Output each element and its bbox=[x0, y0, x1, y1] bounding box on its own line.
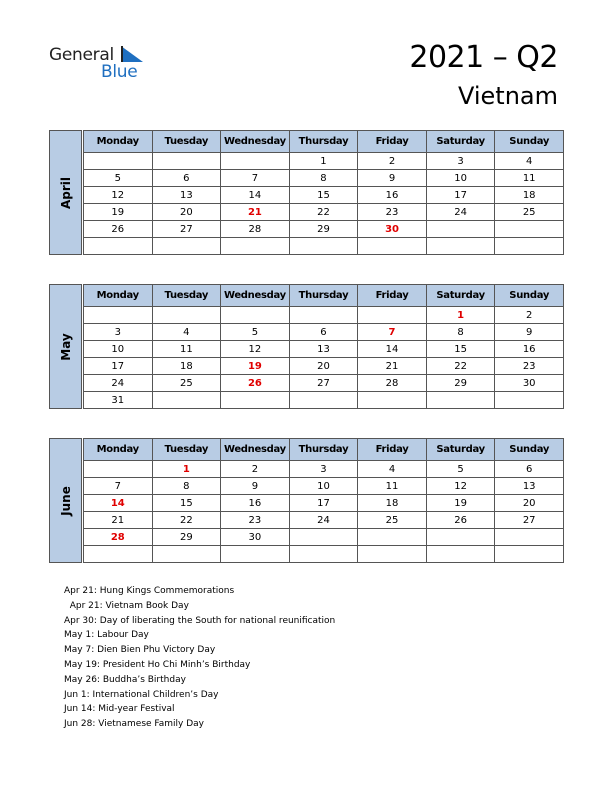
day-cell: 25 bbox=[358, 512, 427, 529]
day-cell: 31 bbox=[84, 392, 153, 409]
day-cell: 20 bbox=[152, 204, 221, 221]
day-cell: 17 bbox=[289, 495, 358, 512]
day-cell: 29 bbox=[289, 221, 358, 238]
weekday-header: Monday bbox=[84, 439, 153, 461]
country-name: Vietnam bbox=[457, 82, 558, 110]
weekday-header: Tuesday bbox=[152, 285, 221, 307]
week-row bbox=[84, 461, 564, 478]
day-cell: 28 bbox=[358, 375, 427, 392]
day-cell: 14 bbox=[221, 187, 290, 204]
weekday-header: Sunday bbox=[495, 131, 564, 153]
day-cell: 24 bbox=[426, 204, 495, 221]
weekday-header: Sunday bbox=[495, 439, 564, 461]
day-cell: 8 bbox=[289, 170, 358, 187]
week-row bbox=[84, 392, 564, 409]
day-cell: 4 bbox=[152, 324, 221, 341]
week-row bbox=[84, 221, 564, 238]
day-cell bbox=[84, 307, 153, 324]
week-row bbox=[84, 238, 564, 255]
day-cell bbox=[84, 461, 153, 478]
day-cell: 26 bbox=[221, 375, 290, 392]
day-cell bbox=[289, 392, 358, 409]
calendar-table bbox=[83, 130, 564, 255]
holiday-note: Jun 14: Mid-year Festival bbox=[64, 704, 175, 715]
holiday-note: May 19: President Ho Chi Minh’s Birthday bbox=[64, 659, 251, 670]
day-cell: 13 bbox=[152, 187, 221, 204]
week-row bbox=[84, 204, 564, 221]
day-cell: 14 bbox=[84, 495, 153, 512]
day-cell: 22 bbox=[289, 204, 358, 221]
month-label bbox=[49, 438, 82, 563]
day-cell: 30 bbox=[495, 375, 564, 392]
day-cell: 26 bbox=[426, 512, 495, 529]
day-cell bbox=[289, 238, 358, 255]
day-cell bbox=[84, 238, 153, 255]
day-cell: 17 bbox=[426, 187, 495, 204]
day-cell: 23 bbox=[358, 204, 427, 221]
day-cell bbox=[84, 546, 153, 563]
holiday-note: Jun 1: International Children’s Day bbox=[64, 689, 219, 700]
day-cell: 4 bbox=[358, 461, 427, 478]
weekday-header: Tuesday bbox=[152, 439, 221, 461]
day-cell bbox=[221, 392, 290, 409]
day-cell: 7 bbox=[84, 478, 153, 495]
day-cell: 27 bbox=[152, 221, 221, 238]
day-cell: 19 bbox=[84, 204, 153, 221]
holiday-note: Jun 28: Vietnamese Family Day bbox=[64, 719, 204, 730]
day-cell: 15 bbox=[289, 187, 358, 204]
holiday-note: May 26: Buddha’s Birthday bbox=[64, 674, 186, 685]
day-cell bbox=[221, 153, 290, 170]
day-cell bbox=[289, 307, 358, 324]
day-cell: 22 bbox=[426, 358, 495, 375]
day-cell bbox=[495, 529, 564, 546]
day-cell: 12 bbox=[426, 478, 495, 495]
day-cell: 18 bbox=[152, 358, 221, 375]
day-cell bbox=[495, 238, 564, 255]
day-cell: 9 bbox=[358, 170, 427, 187]
day-cell: 1 bbox=[152, 461, 221, 478]
weekday-header: Wednesday bbox=[221, 439, 290, 461]
day-cell: 3 bbox=[426, 153, 495, 170]
day-cell: 19 bbox=[426, 495, 495, 512]
day-cell: 18 bbox=[495, 187, 564, 204]
day-cell bbox=[221, 307, 290, 324]
day-cell: 1 bbox=[426, 307, 495, 324]
weekday-header: Thursday bbox=[289, 439, 358, 461]
holiday-note: Apr 21: Hung Kings Commemorations bbox=[64, 586, 235, 596]
day-cell: 23 bbox=[495, 358, 564, 375]
page-title: 2021 – Q2 bbox=[409, 40, 558, 75]
weekday-header-row bbox=[84, 131, 564, 153]
weekday-header-row bbox=[84, 439, 564, 461]
month-name: June bbox=[58, 485, 73, 516]
day-cell: 21 bbox=[358, 358, 427, 375]
weekday-header: Wednesday bbox=[221, 131, 290, 153]
day-cell: 6 bbox=[495, 461, 564, 478]
calendar-table bbox=[83, 438, 564, 563]
week-row bbox=[84, 153, 564, 170]
day-cell bbox=[152, 546, 221, 563]
day-cell bbox=[221, 238, 290, 255]
day-cell: 27 bbox=[495, 512, 564, 529]
week-row bbox=[84, 341, 564, 358]
weekday-header: Sunday bbox=[495, 285, 564, 307]
day-cell bbox=[221, 546, 290, 563]
month-label bbox=[49, 130, 82, 255]
generalblue-logo bbox=[49, 45, 149, 85]
week-row bbox=[84, 375, 564, 392]
day-cell: 13 bbox=[289, 341, 358, 358]
day-cell: 14 bbox=[358, 341, 427, 358]
holiday-note: Apr 30: Day of liberating the South for national reunification bbox=[64, 615, 336, 626]
day-cell bbox=[426, 392, 495, 409]
logo-word-blue: Blue bbox=[101, 62, 138, 82]
day-cell: 28 bbox=[221, 221, 290, 238]
day-cell: 5 bbox=[426, 461, 495, 478]
day-cell: 10 bbox=[426, 170, 495, 187]
day-cell bbox=[358, 546, 427, 563]
month-name: May bbox=[58, 332, 73, 361]
day-cell: 25 bbox=[152, 375, 221, 392]
week-row bbox=[84, 187, 564, 204]
weekday-header: Thursday bbox=[289, 285, 358, 307]
day-cell: 28 bbox=[84, 529, 153, 546]
holiday-notes bbox=[64, 584, 335, 732]
day-cell bbox=[495, 221, 564, 238]
day-cell: 21 bbox=[221, 204, 290, 221]
day-cell: 5 bbox=[221, 324, 290, 341]
day-cell bbox=[426, 529, 495, 546]
day-cell bbox=[152, 153, 221, 170]
day-cell: 13 bbox=[495, 478, 564, 495]
day-cell: 22 bbox=[152, 512, 221, 529]
weekday-header: Monday bbox=[84, 131, 153, 153]
day-cell: 6 bbox=[152, 170, 221, 187]
day-cell: 16 bbox=[495, 341, 564, 358]
weekday-header: Thursday bbox=[289, 131, 358, 153]
day-cell: 12 bbox=[221, 341, 290, 358]
day-cell bbox=[495, 392, 564, 409]
day-cell bbox=[289, 546, 358, 563]
day-cell: 16 bbox=[358, 187, 427, 204]
weekday-header: Saturday bbox=[426, 131, 495, 153]
day-cell: 1 bbox=[289, 153, 358, 170]
week-row bbox=[84, 512, 564, 529]
day-cell: 7 bbox=[221, 170, 290, 187]
day-cell: 30 bbox=[221, 529, 290, 546]
weekday-header: Friday bbox=[358, 131, 427, 153]
day-cell bbox=[152, 238, 221, 255]
day-cell: 24 bbox=[84, 375, 153, 392]
day-cell bbox=[495, 546, 564, 563]
day-cell: 18 bbox=[358, 495, 427, 512]
day-cell: 9 bbox=[221, 478, 290, 495]
week-row bbox=[84, 358, 564, 375]
holiday-note: May 1: Labour Day bbox=[64, 630, 149, 641]
holiday-note: Apr 21: Vietnam Book Day bbox=[64, 600, 189, 611]
day-cell: 11 bbox=[358, 478, 427, 495]
day-cell bbox=[358, 529, 427, 546]
calendar-table bbox=[83, 284, 564, 409]
day-cell bbox=[152, 392, 221, 409]
week-row bbox=[84, 478, 564, 495]
day-cell: 23 bbox=[221, 512, 290, 529]
day-cell bbox=[358, 392, 427, 409]
day-cell: 24 bbox=[289, 512, 358, 529]
day-cell: 6 bbox=[289, 324, 358, 341]
day-cell: 11 bbox=[152, 341, 221, 358]
day-cell: 9 bbox=[495, 324, 564, 341]
day-cell: 5 bbox=[84, 170, 153, 187]
holiday-note: May 7: Dien Bien Phu Victory Day bbox=[64, 645, 216, 656]
logo-triangle-icon bbox=[121, 46, 143, 62]
day-cell bbox=[358, 307, 427, 324]
day-cell: 25 bbox=[495, 204, 564, 221]
day-cell: 17 bbox=[84, 358, 153, 375]
day-cell: 29 bbox=[152, 529, 221, 546]
day-cell: 11 bbox=[495, 170, 564, 187]
day-cell: 2 bbox=[495, 307, 564, 324]
week-row bbox=[84, 546, 564, 563]
day-cell bbox=[152, 307, 221, 324]
week-row bbox=[84, 307, 564, 324]
day-cell: 4 bbox=[495, 153, 564, 170]
weekday-header: Friday bbox=[358, 439, 427, 461]
day-cell: 2 bbox=[358, 153, 427, 170]
day-cell bbox=[358, 238, 427, 255]
day-cell: 19 bbox=[221, 358, 290, 375]
day-cell: 16 bbox=[221, 495, 290, 512]
day-cell: 2 bbox=[221, 461, 290, 478]
day-cell bbox=[289, 529, 358, 546]
day-cell: 3 bbox=[84, 324, 153, 341]
week-row bbox=[84, 324, 564, 341]
day-cell: 7 bbox=[358, 324, 427, 341]
day-cell: 12 bbox=[84, 187, 153, 204]
weekday-header: Tuesday bbox=[152, 131, 221, 153]
day-cell: 26 bbox=[84, 221, 153, 238]
week-row bbox=[84, 170, 564, 187]
weekday-header: Friday bbox=[358, 285, 427, 307]
day-cell bbox=[426, 221, 495, 238]
week-row bbox=[84, 529, 564, 546]
day-cell bbox=[426, 238, 495, 255]
day-cell: 30 bbox=[358, 221, 427, 238]
day-cell: 8 bbox=[152, 478, 221, 495]
day-cell: 15 bbox=[426, 341, 495, 358]
day-cell bbox=[426, 546, 495, 563]
day-cell: 10 bbox=[289, 478, 358, 495]
weekday-header: Monday bbox=[84, 285, 153, 307]
day-cell: 27 bbox=[289, 375, 358, 392]
day-cell: 29 bbox=[426, 375, 495, 392]
day-cell: 10 bbox=[84, 341, 153, 358]
day-cell: 20 bbox=[289, 358, 358, 375]
month-name: April bbox=[58, 176, 73, 209]
day-cell bbox=[84, 153, 153, 170]
logo-word-general: General bbox=[49, 45, 114, 65]
week-row bbox=[84, 495, 564, 512]
month-label bbox=[49, 284, 82, 409]
weekday-header: Saturday bbox=[426, 439, 495, 461]
day-cell: 21 bbox=[84, 512, 153, 529]
day-cell: 15 bbox=[152, 495, 221, 512]
weekday-header: Wednesday bbox=[221, 285, 290, 307]
day-cell: 8 bbox=[426, 324, 495, 341]
day-cell: 3 bbox=[289, 461, 358, 478]
day-cell: 20 bbox=[495, 495, 564, 512]
weekday-header-row bbox=[84, 285, 564, 307]
weekday-header: Saturday bbox=[426, 285, 495, 307]
